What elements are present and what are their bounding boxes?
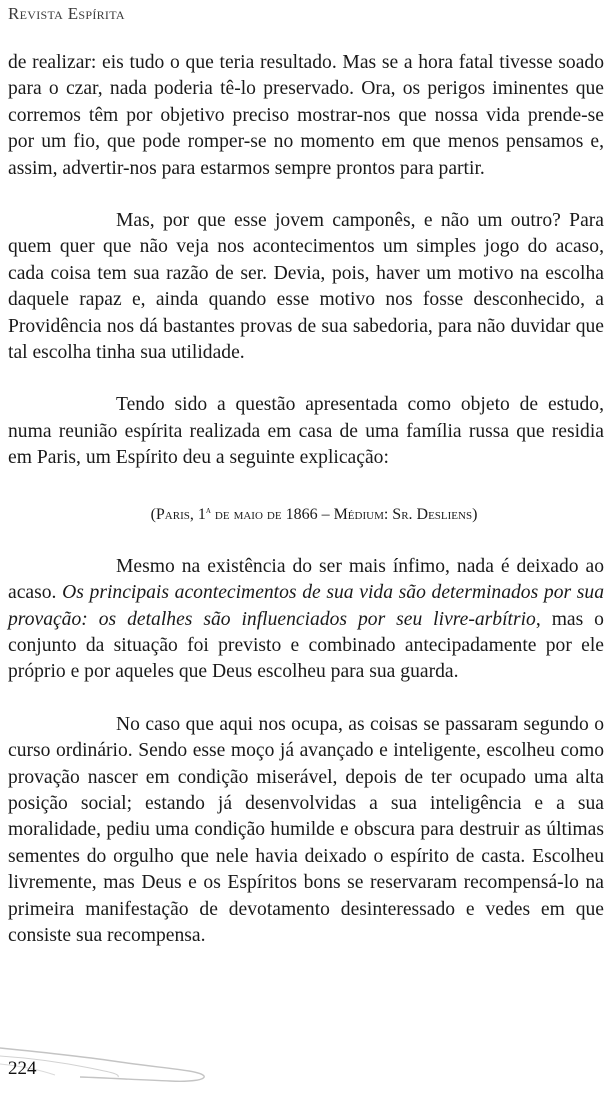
paragraph-spacer <box>8 472 604 498</box>
paragraph-spacer <box>8 182 604 208</box>
page-number: 224 <box>8 1058 37 1079</box>
paragraph-2: Mas, por que esse jovem camponês, e não um outro? Para quem quer que não veja nos acontecimentos um simples jogo do acaso, cada coisa tem sua razão de ser. Devia, pois, haver um motivo na escolha daquele rapaz e, ainda quando esse motivo nos fosse desconhecido, a Providência nos dá bastantes provas de sua sabedoria, para não duvidar que tal escolha tinha sua utilidade. <box>8 210 604 364</box>
paragraph-spacer <box>8 366 604 392</box>
dateline-ordinal: a <box>205 504 211 516</box>
paragraph-spacer <box>8 686 604 712</box>
page-body <box>8 50 604 949</box>
running-header: Revista Espírita <box>8 4 125 23</box>
dateline-open: (Paris, 1 <box>150 505 206 523</box>
paragraph-spacer <box>8 528 604 554</box>
message-p1-end: , mas o conjunto da situação foi previsto e combinado antecipadamente por ele próprio e por aqueles que Deus escolheu para sua guarda. <box>8 608 604 683</box>
message-dateline <box>8 498 604 528</box>
message-p1-italic: Os principais acontecimentos de sua vida são determinados por sua provação: os detalhes são influenciados por seu livre-arbítrio <box>8 582 604 630</box>
paragraph-3: Tendo sido a questão apresentada como objeto de estudo, numa reunião espírita realizada em casa de uma família russa que residia em Paris, um Espírito deu a seguinte explicação: <box>8 394 604 469</box>
message-paragraph-1 <box>8 554 604 686</box>
message-p1-start: Mesmo na existência do ser mais ínfimo, nada é deixado ao acaso. <box>8 555 604 604</box>
paragraph-1: de realizar: eis tudo o que teria resultado. Mas se a hora fatal tivesse soado para o czar, nada poderia tê-lo preservado. Ora, os perigos iminentes que corremos têm por objetivo preciso mostrar-nos que nossa vida prende-se por um fio, que pode romper-se no momento em que menos pensamos e, assim, advertir-nos para estarmos sempre prontos para partir. <box>8 52 604 179</box>
dateline-rest: de maio de 1866 – Médium: Sr. Desliens) <box>210 505 478 523</box>
message-paragraph-2: No caso que aqui nos ocupa, as coisas se passaram segundo o curso ordinário. Sendo esse moço já avançado e inteligente, escolheu como provação nascer em condição miserável, depois de ter ocupado uma alta posição social; estando já desenvolvidas a sua inteligência e a sua moralidade, pediu uma condição humilde e obscura para destruir as últimas sementes do orgulho que nele havia deixado o espírito de casta. Escolheu livremente, mas Deus e os Espíritos bons se reservaram recompensá-lo na primeira manifestação de devotamento desinteressado e vedes em que consiste sua recompensa. <box>8 713 604 946</box>
